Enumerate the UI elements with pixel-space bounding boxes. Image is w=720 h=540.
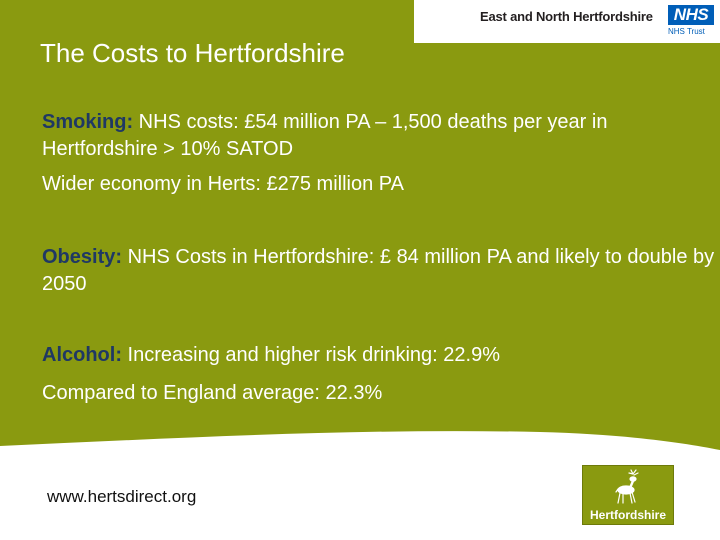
- nhs-trust-logo: [414, 0, 720, 43]
- stag-icon: [583, 468, 673, 510]
- obesity-paragraph: [42, 244, 718, 298]
- hertsdirect-link[interactable]: www.hertsdirect.org: [47, 487, 197, 506]
- smoking-paragraph: [42, 109, 718, 163]
- alcohol-label: Alcohol:: [42, 344, 122, 366]
- hertfordshire-logo-name: Hertfordshire: [589, 508, 666, 522]
- alcohol-paragraph: [42, 342, 718, 369]
- obesity-text: NHS Costs in Hertfordshire: £ 84 million PA and likely to double by 2050: [42, 246, 715, 295]
- smoking-wider-economy: Wider economy in Herts: £275 million PA: [42, 173, 404, 195]
- smoking-label: Smoking:: [42, 111, 134, 133]
- smoking-text: NHS costs: £54 million PA – 1,500 deaths per year in Hertfordshire > 10% SATOD: [42, 111, 608, 160]
- obesity-label: Obesity:: [42, 246, 123, 268]
- slide-title: The Costs to Hertfordshire: [40, 38, 345, 68]
- trust-name: East and North Hertfordshire: [480, 9, 653, 24]
- nhs-trust-label: NHS Trust: [668, 27, 705, 36]
- hertfordshire-logo: [582, 465, 674, 525]
- alcohol-text: Increasing and higher risk drinking: 22.9%: [122, 344, 500, 366]
- alcohol-england-comparison: Compared to England average: 22.3%: [42, 382, 383, 404]
- nhs-logo-icon: NHS: [668, 5, 714, 25]
